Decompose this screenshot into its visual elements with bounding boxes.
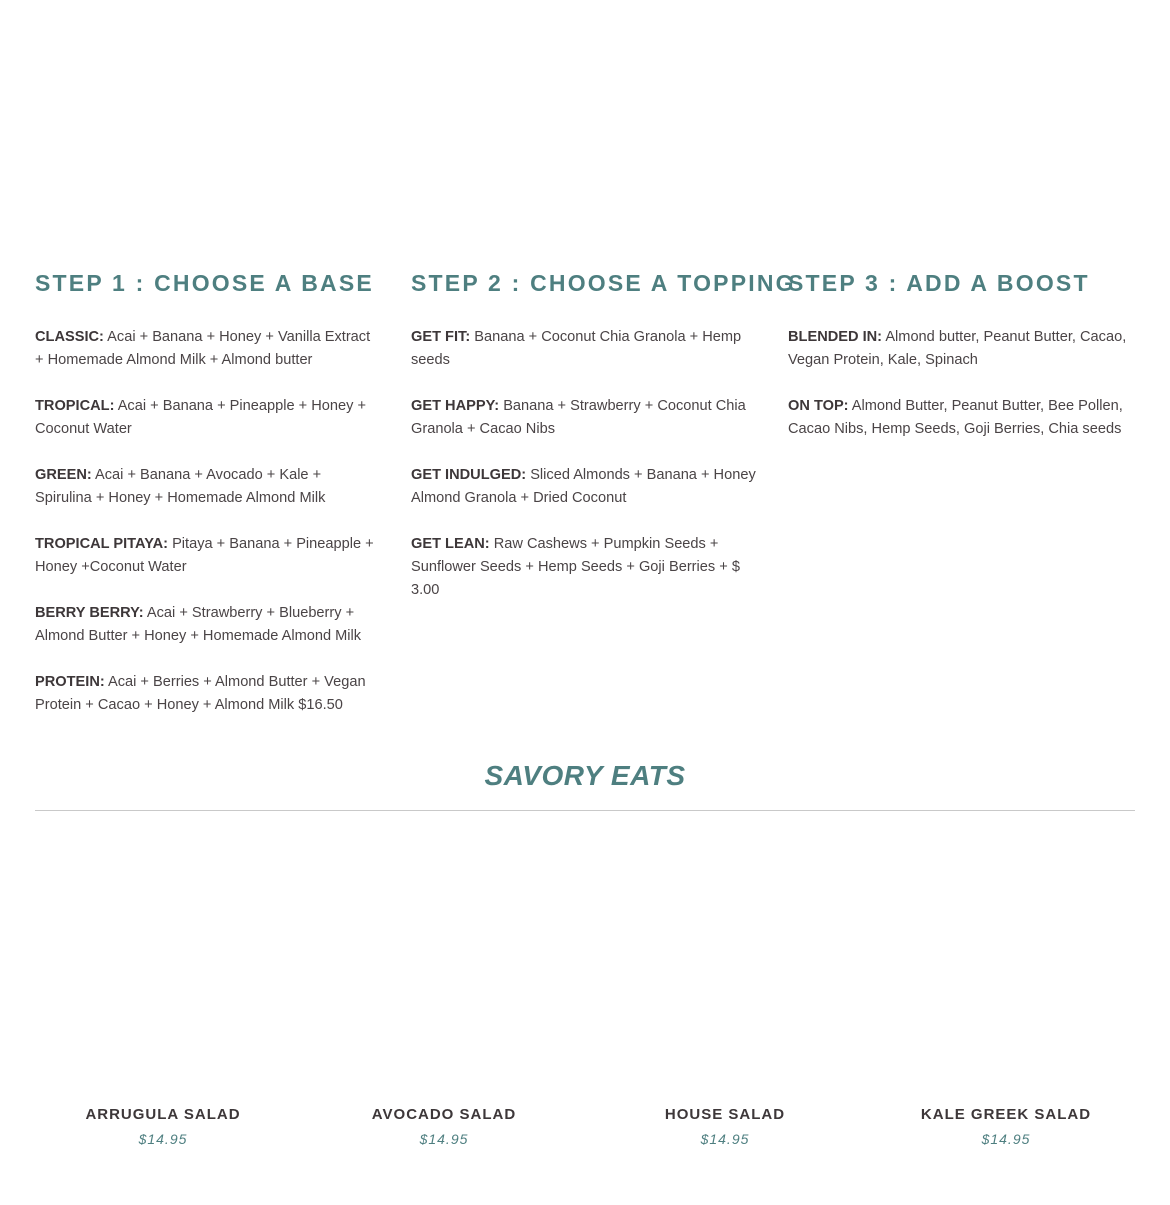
topping-option-get-fit xyxy=(411,326,756,372)
option-text: Raw Cashews + Pumpkin Seeds + Sunflower Seeds + Hemp Seeds + Goji Berries + $ 3.00 xyxy=(411,536,740,598)
base-option-green xyxy=(35,464,380,510)
option-text: Banana + Coconut Chia Granola + Hemp seeds xyxy=(411,329,742,368)
product-price: $14.95 xyxy=(138,1131,188,1147)
option-label: TROPICAL PITAYA: xyxy=(35,536,168,552)
option-text: Almond butter, Peanut Butter, Cacao, Vegan Protein, Kale, Spinach xyxy=(788,329,1127,368)
product-image[interactable] xyxy=(598,840,852,1090)
option-label: BERRY BERRY: xyxy=(35,605,144,621)
option-text: Acai + Strawberry + Blueberry + Almond Butter + Honey + Homemade Almond Milk xyxy=(35,605,362,644)
option-text: Pitaya + Banana + Pineapple + Honey +Coconut Water xyxy=(35,536,374,575)
base-option-tropical-pitaya xyxy=(35,533,380,579)
option-text: Sliced Almonds + Banana + Honey Almond Granola + Dried Coconut xyxy=(411,467,756,506)
product-name[interactable]: KALE GREEK SALAD xyxy=(920,1106,1092,1123)
product-price: $14.95 xyxy=(700,1131,750,1147)
topping-option-get-lean xyxy=(411,533,756,602)
step-1-title: STEP 1 : CHOOSE A BASE xyxy=(35,270,374,296)
option-label: PROTEIN: xyxy=(35,674,105,690)
product-card-arrugula-salad[interactable] xyxy=(36,840,290,1149)
topping-option-get-indulged xyxy=(411,464,756,510)
option-label: GET INDULGED: xyxy=(411,467,527,483)
topping-option-get-happy xyxy=(411,395,756,441)
option-text: Acai + Banana + Avocado + Kale + Spirulina + Honey + Homemade Almond Milk xyxy=(35,467,326,506)
product-image[interactable] xyxy=(36,840,290,1090)
product-image[interactable] xyxy=(317,840,571,1090)
option-label: GREEN: xyxy=(35,467,92,483)
bowl-steps-section xyxy=(35,266,1135,726)
option-text: Acai + Banana + Honey + Vanilla Extract + Homemade Almond Milk + Almond butter xyxy=(35,329,371,368)
base-option-berry-berry xyxy=(35,602,380,648)
base-option-tropical xyxy=(35,395,380,441)
product-price: $14.95 xyxy=(419,1131,469,1147)
option-label: CLASSIC: xyxy=(35,329,104,345)
step-2-title: STEP 2 : CHOOSE A TOPPING xyxy=(411,270,796,296)
product-card-avocado-salad[interactable] xyxy=(317,840,571,1149)
option-text: Acai + Banana + Pineapple + Honey + Coconut Water xyxy=(35,398,366,437)
option-label: ON TOP: xyxy=(788,398,849,414)
savory-eats-heading: SAVORY EATS xyxy=(484,760,686,791)
step-3-column xyxy=(788,266,1135,464)
boost-option-on-top xyxy=(788,395,1135,441)
option-label: GET LEAN: xyxy=(411,536,490,552)
product-image[interactable] xyxy=(879,840,1133,1090)
option-label: TROPICAL: xyxy=(35,398,115,414)
option-label: GET HAPPY: xyxy=(411,398,500,414)
step-1-column xyxy=(35,266,380,740)
option-label: BLENDED IN: xyxy=(788,329,883,345)
step-2-column xyxy=(411,266,796,625)
option-text: Almond Butter, Peanut Butter, Bee Pollen, Cacao Nibs, Hemp Seeds, Goji Berries, Chia seeds xyxy=(788,398,1123,437)
product-card-kale-greek-salad[interactable] xyxy=(879,840,1133,1149)
option-label: GET FIT: xyxy=(411,329,471,345)
option-text: Banana + Strawberry + Coconut Chia Granola + Cacao Nibs xyxy=(411,398,746,437)
base-option-protein xyxy=(35,671,380,717)
product-name[interactable]: ARRUGULA SALAD xyxy=(85,1106,241,1123)
option-text: Acai + Berries + Almond Butter + Vegan Protein + Cacao + Honey + Almond Milk $16.50 xyxy=(35,674,366,713)
product-name[interactable]: AVOCADO SALAD xyxy=(371,1106,517,1123)
boost-option-blended-in xyxy=(788,326,1135,372)
product-price: $14.95 xyxy=(981,1131,1031,1147)
product-name[interactable]: HOUSE SALAD xyxy=(664,1106,786,1123)
step-3-title: STEP 3 : ADD A BOOST xyxy=(788,270,1090,296)
section-divider xyxy=(35,810,1135,811)
base-option-classic xyxy=(35,326,380,372)
product-card-house-salad[interactable] xyxy=(598,840,852,1149)
